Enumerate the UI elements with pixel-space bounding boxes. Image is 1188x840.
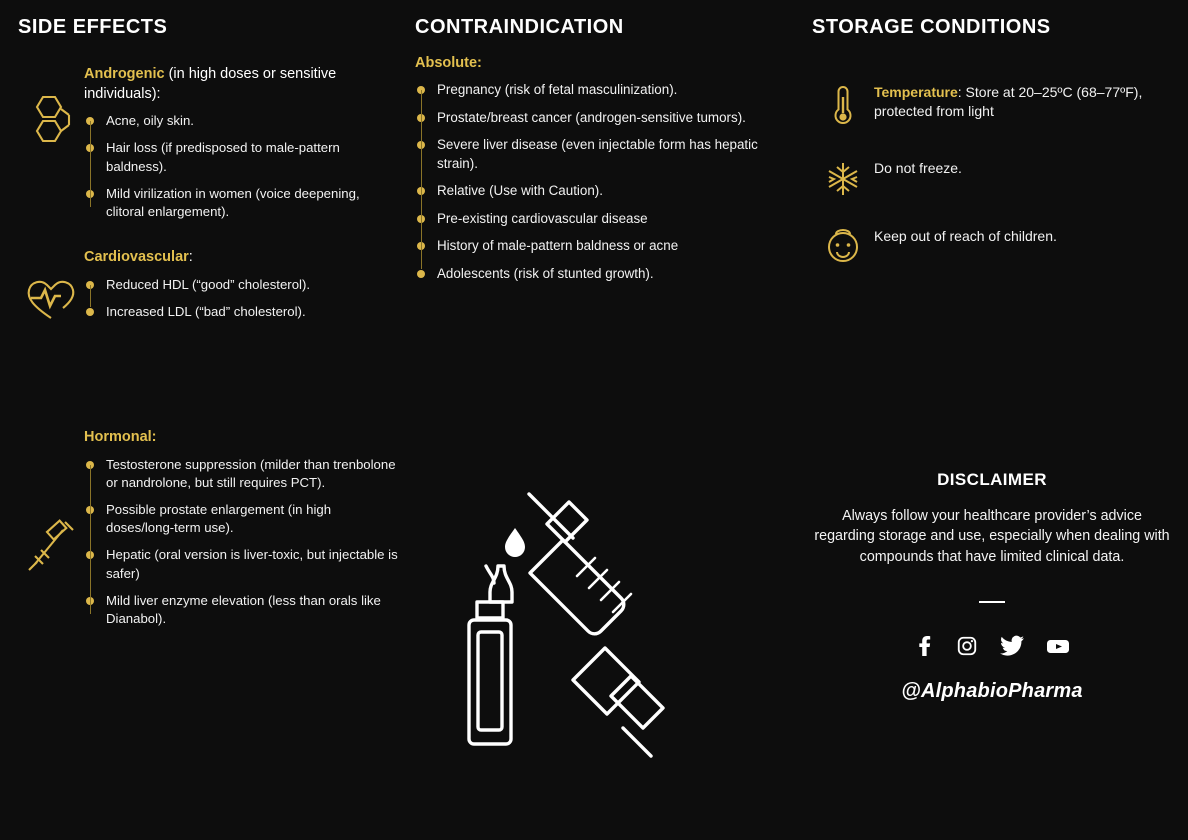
list-item: Adolescents (risk of stunted growth). (415, 265, 775, 284)
storage-row-no-freeze (812, 157, 1172, 199)
list-item: Acne, oily skin. (84, 112, 398, 130)
vial-and-syringe-illustration (455, 480, 745, 780)
side-effects-title: SIDE EFFECTS (18, 16, 168, 38)
twitter-icon[interactable] (1000, 635, 1024, 662)
list-item: Reduced HDL (“good” cholesterol). (84, 276, 398, 294)
list-item: Prostate/breast cancer (androgen-sensitive tumors). (415, 109, 775, 128)
group-heading-bold: Androgenic (84, 66, 165, 82)
list-item: Hair loss (if predisposed to male-pattern baldness). (84, 139, 398, 175)
heart-pulse-icon (18, 248, 84, 324)
syringe-icon (18, 428, 84, 576)
storage-title: STORAGE CONDITIONS (812, 16, 1051, 38)
side-effect-group-hormonal-wrap (18, 428, 398, 637)
contraindication-list (415, 81, 775, 283)
group-heading-rest: (in high doses or sensitive individuals): (84, 66, 337, 102)
social-handle: @AlphabioPharma (901, 679, 1083, 702)
list-item: Pre-existing cardiovascular disease (415, 210, 775, 229)
group-heading-rest: : (188, 249, 193, 266)
storage-label: Temperature (874, 84, 958, 100)
social-links (812, 635, 1172, 662)
side-effect-group-hormonal (18, 428, 398, 637)
storage-row-keep-away-children (812, 225, 1172, 265)
side-effect-group-cardiovascular (18, 248, 398, 330)
group-heading-bold: Cardiovascular (84, 249, 189, 266)
facebook-icon[interactable] (914, 635, 934, 662)
group-heading-bold: Hormonal: (84, 429, 157, 445)
storage-value: : Store at 20–25ºC (68–77ºF), protected from light (874, 84, 1143, 120)
list-item: Possible prostate enlargement (in high doses/long-term use). (84, 501, 398, 537)
side-effect-group-androgenic (18, 65, 398, 230)
instagram-icon[interactable] (956, 635, 978, 662)
storage-text (874, 157, 962, 178)
group-heading (84, 248, 398, 268)
snowflake-no-freeze-icon (812, 157, 874, 199)
group-heading (84, 428, 398, 448)
divider (979, 601, 1005, 603)
contraindication-subheading: Absolute: (415, 55, 482, 71)
list-item: Severe liver disease (even injectable form has hepatic strain). (415, 136, 775, 173)
youtube-icon[interactable] (1046, 635, 1070, 662)
list-item: Hepatic (oral version is liver-toxic, but injectable is safer) (84, 546, 398, 582)
list-item: Pregnancy (risk of fetal masculinization). (415, 81, 775, 100)
list-item: Increased LDL (“bad” cholesterol). (84, 303, 398, 321)
storage-value: Do not freeze. (874, 160, 962, 176)
disclaimer-title: DISCLAIMER (937, 470, 1047, 489)
list-item: History of male-pattern baldness or acne (415, 237, 775, 256)
storage-row-temperature (812, 81, 1172, 131)
side-effects-column (18, 0, 398, 330)
storage-text (874, 225, 1057, 246)
list-item: Relative (Use with Caution). (415, 182, 775, 201)
thermometer-icon (812, 81, 874, 131)
list-item: Testosterone suppression (milder than trenbolone or nandrolone, but still requires PCT). (84, 456, 398, 492)
storage-value: Keep out of reach of children. (874, 228, 1057, 244)
storage-text (874, 81, 1172, 122)
contraindication-title: CONTRAINDICATION (415, 16, 624, 38)
list-item: Mild liver enzyme elevation (less than orals like Dianabol). (84, 592, 398, 628)
bullet-list (84, 276, 398, 321)
disclaimer-body: Always follow your healthcare provider’s advice regarding storage and use, especially when dealing with compounds that have limited clinical data. (814, 508, 1170, 565)
child-face-icon (812, 225, 874, 265)
bullet-list (84, 456, 398, 629)
molecule-icon (18, 65, 84, 149)
storage-column (812, 0, 1172, 291)
list-item: Mild virilization in women (voice deepening, clitoral enlargement). (84, 185, 398, 221)
disclaimer-block (812, 470, 1172, 703)
bullet-list (84, 112, 398, 221)
contraindication-column (415, 0, 775, 292)
group-heading (84, 65, 398, 104)
